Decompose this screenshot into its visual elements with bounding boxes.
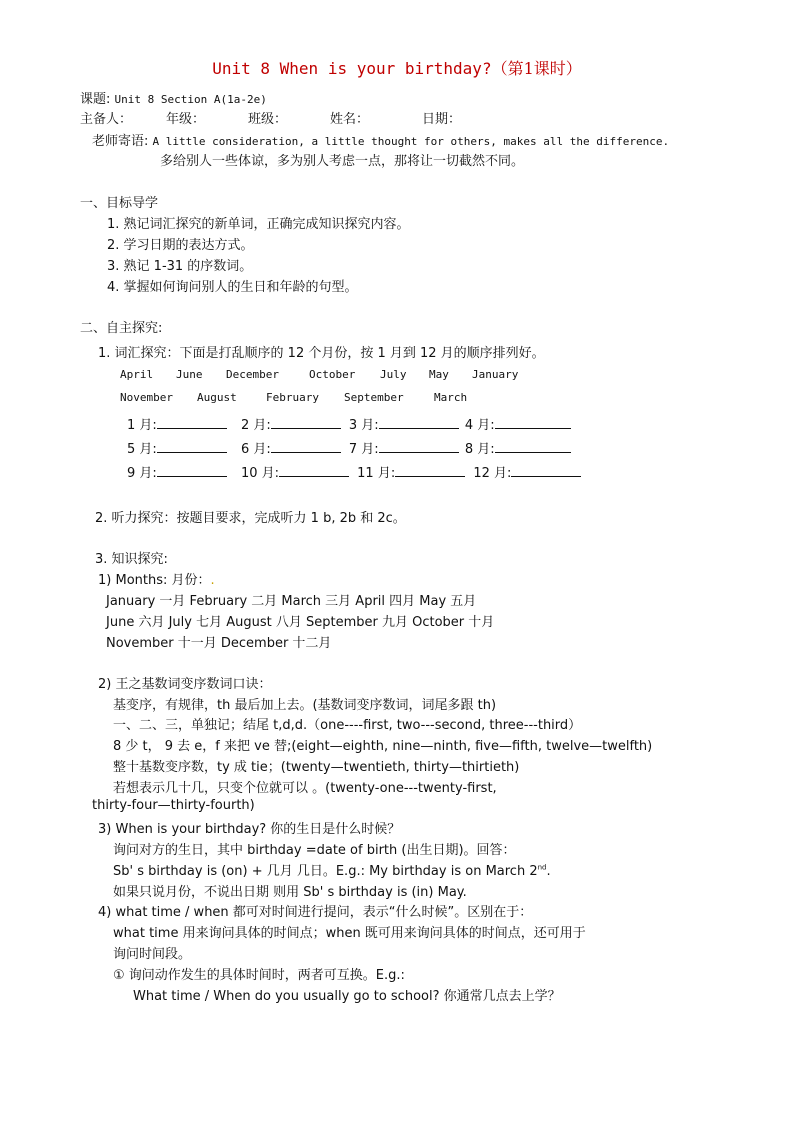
whattime-when-note: what time 用来询问具体的时间点；when 既可用来询问具体的时间点，还可用于 bbox=[113, 926, 586, 941]
answer-blank[interactable] bbox=[271, 440, 341, 453]
month-word: September bbox=[344, 391, 404, 404]
blank-row-2 bbox=[127, 438, 571, 457]
ordinal-rule-wrap: thirty-four—thirty-fourth) bbox=[92, 798, 255, 813]
month-word: May bbox=[429, 368, 449, 381]
topic-value: Unit 8 Section A(1a-2e) bbox=[114, 93, 267, 106]
birthday-note: 询问对方的生日，其中 birthday =date of birth (出生日期)。回答： bbox=[113, 843, 516, 858]
section1-item-2: 2. 学习日期的表达方式。 bbox=[107, 238, 254, 253]
preparer-label: 主备人： bbox=[80, 112, 133, 127]
blank-label: 2 月: bbox=[240, 418, 271, 433]
month-row-1 bbox=[120, 368, 518, 381]
topic-label: 课题: bbox=[80, 92, 111, 107]
motto-chinese: 多给别人一些体谅，多为别人考虑一点，那将让一切截然不同。 bbox=[160, 154, 525, 169]
months-line-3: November 十一月 December 十二月 bbox=[106, 636, 332, 651]
ordinal-rule-line: 基变序，有规律，th 最后加上去。(基数词变序数词，词尾多跟 th) bbox=[113, 698, 497, 713]
birthday-question-title: 3) When is your birthday? 你的生日是什么时候？ bbox=[98, 822, 401, 837]
blank-label: 5 月: bbox=[127, 442, 157, 457]
month-word: July bbox=[380, 368, 407, 381]
blank-label: 7 月: bbox=[348, 442, 379, 457]
ordinal-rule-line: 一、二、三，单独记；结尾 t,d,d.（one----first, two---second, three---third） bbox=[113, 718, 582, 733]
motto-label: 老师寄语: bbox=[92, 134, 149, 149]
month-word: October bbox=[309, 368, 356, 381]
blank-label: 12 月: bbox=[473, 466, 512, 481]
month-word: April bbox=[120, 368, 154, 381]
class-label: 班级： bbox=[248, 112, 288, 127]
answer-blank[interactable] bbox=[495, 440, 571, 453]
blank-label: 8 月: bbox=[464, 442, 495, 457]
month-word: December bbox=[226, 368, 279, 381]
months-title: 1) Months: 月份：. bbox=[98, 573, 215, 588]
section2-heading: 二、自主探究: bbox=[80, 321, 163, 336]
listening-question: 2. 听力探究：按题目要求，完成听力 1 b, 2b 和 2c。 bbox=[95, 511, 406, 526]
title-chinese: （第1课时） bbox=[491, 59, 582, 78]
month-word: August bbox=[197, 391, 237, 404]
birthday-answer-pattern: Sb' s birthday is (on) + 几月 几日。E.g.: My birthday is on March 2nd. bbox=[113, 863, 551, 879]
month-word: June bbox=[176, 368, 203, 381]
blank-label: 10 月: bbox=[240, 466, 279, 481]
blank-label: 11 月: bbox=[357, 466, 396, 481]
answer-blank[interactable] bbox=[271, 416, 341, 429]
section1-heading: 一、目标导学 bbox=[80, 196, 159, 211]
whattime-when-note: 询问时间段。 bbox=[113, 947, 192, 962]
answer-blank[interactable] bbox=[395, 464, 465, 477]
ordinal-rule-line: 8 少 t， 9 去 e，f 来把 ve 替;(eight—eighth, nine—ninth, five—fifth, twelve—twelfth) bbox=[113, 739, 653, 754]
answer-blank[interactable] bbox=[379, 440, 459, 453]
section1-item-1: 1. 熟记词汇探究的新单词，正确完成知识探究内容。 bbox=[107, 217, 410, 232]
topic-line bbox=[80, 88, 267, 107]
preparer-line bbox=[80, 108, 461, 127]
blank-label: 6 月: bbox=[240, 442, 271, 457]
month-row-2 bbox=[120, 391, 467, 404]
blank-label: 3 月: bbox=[348, 418, 379, 433]
blank-label: 9 月: bbox=[127, 466, 157, 481]
months-line-1: January 一月 February 二月 March 三月 April 四月 May 五月 bbox=[106, 594, 477, 609]
motto-english: A little consideration, a little thought for others, makes all the difference. bbox=[152, 135, 670, 148]
knowledge-heading: 3. 知识探究: bbox=[95, 552, 168, 567]
blank-row-1 bbox=[127, 414, 571, 433]
grade-label: 年级： bbox=[166, 112, 206, 127]
blank-label: 1 月: bbox=[127, 418, 157, 433]
answer-blank[interactable] bbox=[495, 416, 571, 429]
name-label: 姓名： bbox=[330, 112, 370, 127]
title-english: Unit 8 When is your birthday? bbox=[212, 59, 492, 78]
answer-blank[interactable] bbox=[379, 416, 459, 429]
ordinal-rule-line: 整十基数变序数，ty 成 tie；(twenty—twentieth, thirty—thirtieth) bbox=[113, 760, 520, 775]
month-word: March bbox=[434, 391, 468, 404]
answer-blank[interactable] bbox=[157, 416, 227, 429]
blank-row-3 bbox=[127, 462, 581, 481]
answer-blank[interactable] bbox=[279, 464, 349, 477]
blank-label: 4 月: bbox=[464, 418, 495, 433]
motto-line bbox=[92, 130, 669, 149]
whattime-when-title: 4) what time / when 都可对时间进行提问，表示“什么时候”。区别在于： bbox=[98, 905, 533, 920]
whattime-when-point: ① 询问动作发生的具体时间时，两者可互换。E.g.: bbox=[113, 968, 405, 983]
whattime-when-example: What time / When do you usually go to school? 你通常几点去上学？ bbox=[133, 989, 561, 1004]
ordinal-rule-title: 2) 王之基数词变序数词口诀： bbox=[98, 677, 272, 692]
month-word: February bbox=[266, 391, 319, 404]
answer-blank[interactable] bbox=[157, 464, 227, 477]
months-line-2: June 六月 July 七月 August 八月 September 九月 October 十月 bbox=[106, 615, 495, 630]
answer-blank[interactable] bbox=[157, 440, 227, 453]
answer-blank[interactable] bbox=[511, 464, 581, 477]
date-label: 日期： bbox=[422, 112, 462, 127]
section1-item-4: 4. 掌握如何询问别人的生日和年龄的句型。 bbox=[107, 280, 358, 295]
page-title bbox=[0, 56, 794, 79]
vocab-question: 1. 词汇探究：下面是打乱顺序的 12 个月份，按 1 月到 12 月的顺序排列好。 bbox=[98, 346, 545, 361]
birthday-month-only: 如果只说月份，不说出日期 则用 Sb' s birthday is (in) May. bbox=[113, 885, 467, 900]
ordinal-rule-line: 若想表示几十几，只变个位就可以 。(twenty-one---twenty-first, bbox=[113, 781, 497, 796]
section1-item-3: 3. 熟记 1-31 的序数词。 bbox=[107, 259, 253, 274]
month-word: November bbox=[120, 391, 173, 404]
month-word: January bbox=[472, 368, 519, 381]
